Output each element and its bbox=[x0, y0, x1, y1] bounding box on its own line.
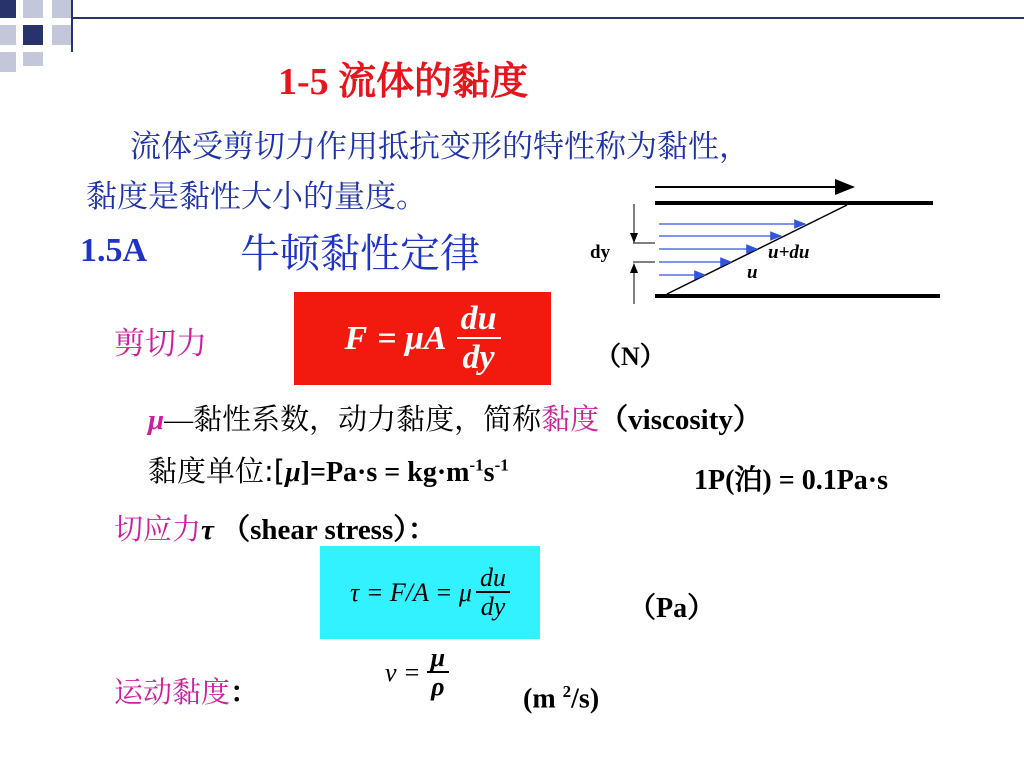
intro-line-1: 流体受剪切力作用抵抗变形的特性称为黏性， bbox=[130, 129, 750, 165]
unit-prefix: 黏度单位:[ bbox=[148, 454, 286, 488]
shear-force-label: 剪切力 bbox=[114, 326, 207, 362]
formula-numerator: du bbox=[457, 301, 501, 339]
shear-force-unit: （N） bbox=[595, 342, 666, 371]
shear-stress-line bbox=[114, 507, 437, 548]
unit-rest: ]=Pa·s = kg·m bbox=[300, 457, 470, 488]
kinematic-colon: ： bbox=[230, 677, 260, 709]
mu-definition bbox=[148, 397, 762, 438]
corner-bar bbox=[72, 17, 1024, 19]
u-du-label: u+du bbox=[768, 242, 810, 263]
mu-dash: — bbox=[164, 404, 194, 436]
mu-short-name: 黏度 bbox=[541, 402, 600, 436]
mu-symbol: μ bbox=[148, 404, 165, 436]
slide-title: 1-5 流体的黏度 bbox=[278, 61, 529, 103]
shear-stress-unit: （Pa） bbox=[628, 593, 716, 624]
nu-lhs: ν = bbox=[385, 657, 421, 687]
unit-sup-2: -1 bbox=[494, 455, 509, 475]
tau-formula-fraction bbox=[476, 564, 510, 622]
u-label: u bbox=[747, 262, 758, 283]
mu-english: （viscosity） bbox=[599, 404, 762, 436]
shear-stress-formula bbox=[320, 546, 540, 639]
formula-mid: = μA bbox=[377, 319, 447, 357]
corner-square bbox=[0, 52, 16, 72]
tau-formula-lhs: τ = F/A = μ bbox=[350, 577, 472, 607]
corner-square bbox=[23, 25, 43, 45]
corner-square bbox=[23, 52, 43, 66]
formula-fraction bbox=[457, 301, 501, 376]
shear-stress-english: （shear stress）： bbox=[221, 514, 437, 546]
nu-fraction bbox=[427, 644, 449, 702]
tau-symbol: τ bbox=[201, 514, 214, 546]
corner-square bbox=[52, 25, 72, 45]
kinematic-unit bbox=[523, 682, 599, 715]
mu-text: 黏性系数，动力黏度，简称 bbox=[193, 402, 542, 436]
dy-label: dy bbox=[590, 242, 611, 263]
formula-denominator: dy bbox=[462, 338, 495, 376]
corner-vbar bbox=[71, 0, 73, 52]
section-number: 1.5A bbox=[80, 232, 148, 269]
kinematic-unit-pre: (m bbox=[523, 683, 563, 715]
corner-square bbox=[0, 25, 16, 45]
poise-conversion: 1P(泊) = 0.1Pa·s bbox=[694, 465, 889, 496]
formula-lhs: F bbox=[344, 319, 368, 357]
unit-mu: μ bbox=[285, 457, 301, 488]
kinematic-viscosity-line bbox=[114, 670, 259, 711]
kinematic-label: 运动黏度 bbox=[114, 675, 231, 709]
intro-line-2: 黏度是黏性大小的量度。 bbox=[86, 179, 427, 215]
tau-formula-denominator: dy bbox=[480, 591, 506, 621]
section-name: 牛顿黏性定律 bbox=[240, 231, 480, 277]
shear-flow-diagram bbox=[585, 176, 955, 306]
nu-numerator: μ bbox=[427, 644, 449, 673]
unit-sup-1: -1 bbox=[469, 455, 484, 475]
kinematic-unit-sup: 2 bbox=[562, 682, 572, 701]
tau-formula-numerator: du bbox=[476, 564, 510, 593]
corner-square bbox=[23, 0, 43, 18]
kinematic-formula bbox=[385, 644, 449, 702]
shear-stress-label: 切应力 bbox=[114, 512, 202, 546]
corner-square bbox=[0, 0, 16, 18]
kinematic-unit-post: /s) bbox=[571, 683, 600, 715]
viscosity-unit-line bbox=[148, 449, 509, 490]
nu-denominator: ρ bbox=[431, 672, 445, 702]
unit-s: s bbox=[483, 457, 495, 488]
shear-force-formula bbox=[294, 292, 551, 385]
corner-square bbox=[52, 0, 72, 18]
